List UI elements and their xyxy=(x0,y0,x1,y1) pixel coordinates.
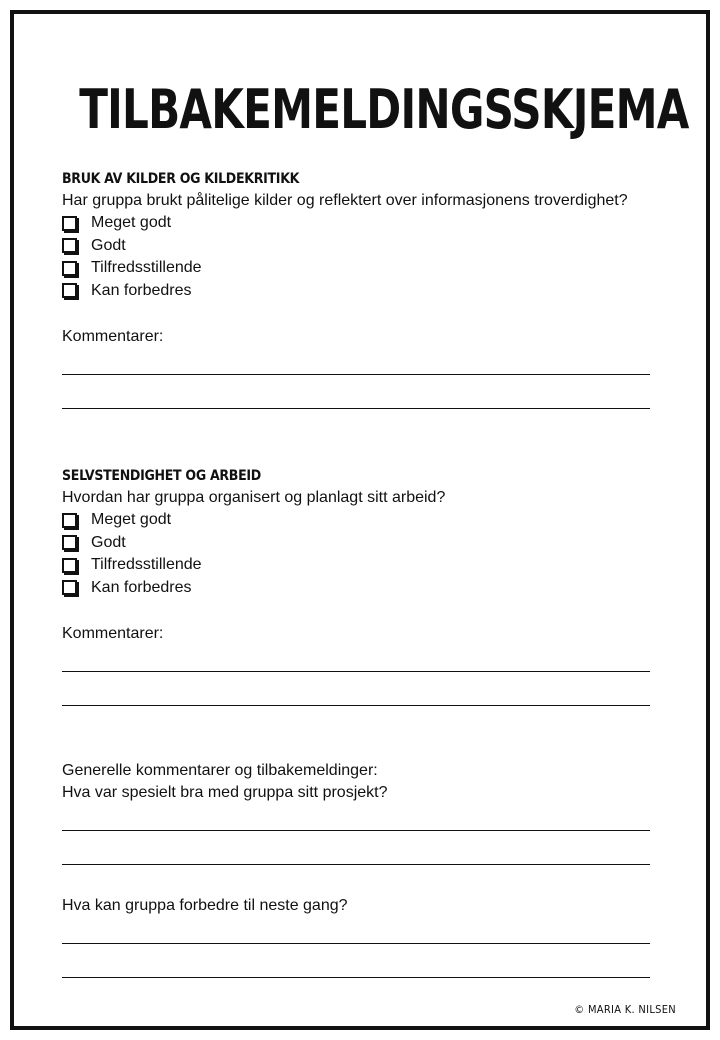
rating-option[interactable] xyxy=(62,532,662,555)
comment-label: Kommentarer: xyxy=(62,328,164,345)
answer-line[interactable] xyxy=(62,830,650,831)
rating-options xyxy=(62,212,662,302)
answer-line[interactable] xyxy=(62,374,650,375)
answer-line[interactable] xyxy=(62,705,650,706)
option-label: Tilfredsstillende xyxy=(91,259,202,277)
option-label: Kan forbedres xyxy=(91,578,192,596)
checkbox-icon[interactable] xyxy=(62,558,77,573)
option-label: Meget godt xyxy=(91,214,172,232)
answer-line[interactable] xyxy=(62,671,650,672)
checkbox-icon[interactable] xyxy=(62,238,77,253)
checkbox-icon[interactable] xyxy=(62,513,77,528)
rating-options xyxy=(62,509,662,599)
section-independence xyxy=(62,465,662,706)
option-label: Kan forbedres xyxy=(91,281,192,299)
page-title: TILBAKEMELDINGSSKJEMA xyxy=(79,78,689,141)
option-label: Tilfredsstillende xyxy=(91,556,202,574)
rating-option[interactable] xyxy=(62,577,662,600)
rating-option[interactable] xyxy=(62,554,662,577)
section-question: Har gruppa brukt pålitelige kilder og reflektert over informasjonens troverdighet? xyxy=(62,192,628,209)
option-label: Godt xyxy=(91,533,126,551)
general-question-good: Hva var spesielt bra med gruppa sitt prosjekt? xyxy=(62,784,388,801)
rating-option[interactable] xyxy=(62,257,662,280)
general-intro: Generelle kommentarer og tilbakemeldinger: xyxy=(62,762,378,779)
option-label: Godt xyxy=(91,236,126,254)
rating-option[interactable] xyxy=(62,212,662,235)
general-question-improve: Hva kan gruppa forbedre til neste gang? xyxy=(62,897,348,914)
checkbox-icon[interactable] xyxy=(62,283,77,298)
checkbox-icon[interactable] xyxy=(62,216,77,231)
section-heading: SELVSTENDIGHET OG ARBEID xyxy=(62,468,261,484)
section-sources xyxy=(62,168,662,409)
answer-line[interactable] xyxy=(62,943,650,944)
rating-option[interactable] xyxy=(62,280,662,303)
checkbox-icon[interactable] xyxy=(62,580,77,595)
rating-option[interactable] xyxy=(62,509,662,532)
comment-label: Kommentarer: xyxy=(62,625,164,642)
section-general xyxy=(62,760,662,978)
section-question: Hvordan har gruppa organisert og planlagt sitt arbeid? xyxy=(62,489,446,506)
checkbox-icon[interactable] xyxy=(62,535,77,550)
form-content xyxy=(62,168,662,978)
answer-line[interactable] xyxy=(62,864,650,865)
answer-line[interactable] xyxy=(62,977,650,978)
answer-line[interactable] xyxy=(62,408,650,409)
option-label: Meget godt xyxy=(91,511,172,529)
checkbox-icon[interactable] xyxy=(62,261,77,276)
section-heading: BRUK AV KILDER OG KILDEKRITIKK xyxy=(62,171,300,187)
copyright-notice: © MARIA K. NILSEN xyxy=(574,1003,676,1016)
rating-option[interactable] xyxy=(62,235,662,258)
